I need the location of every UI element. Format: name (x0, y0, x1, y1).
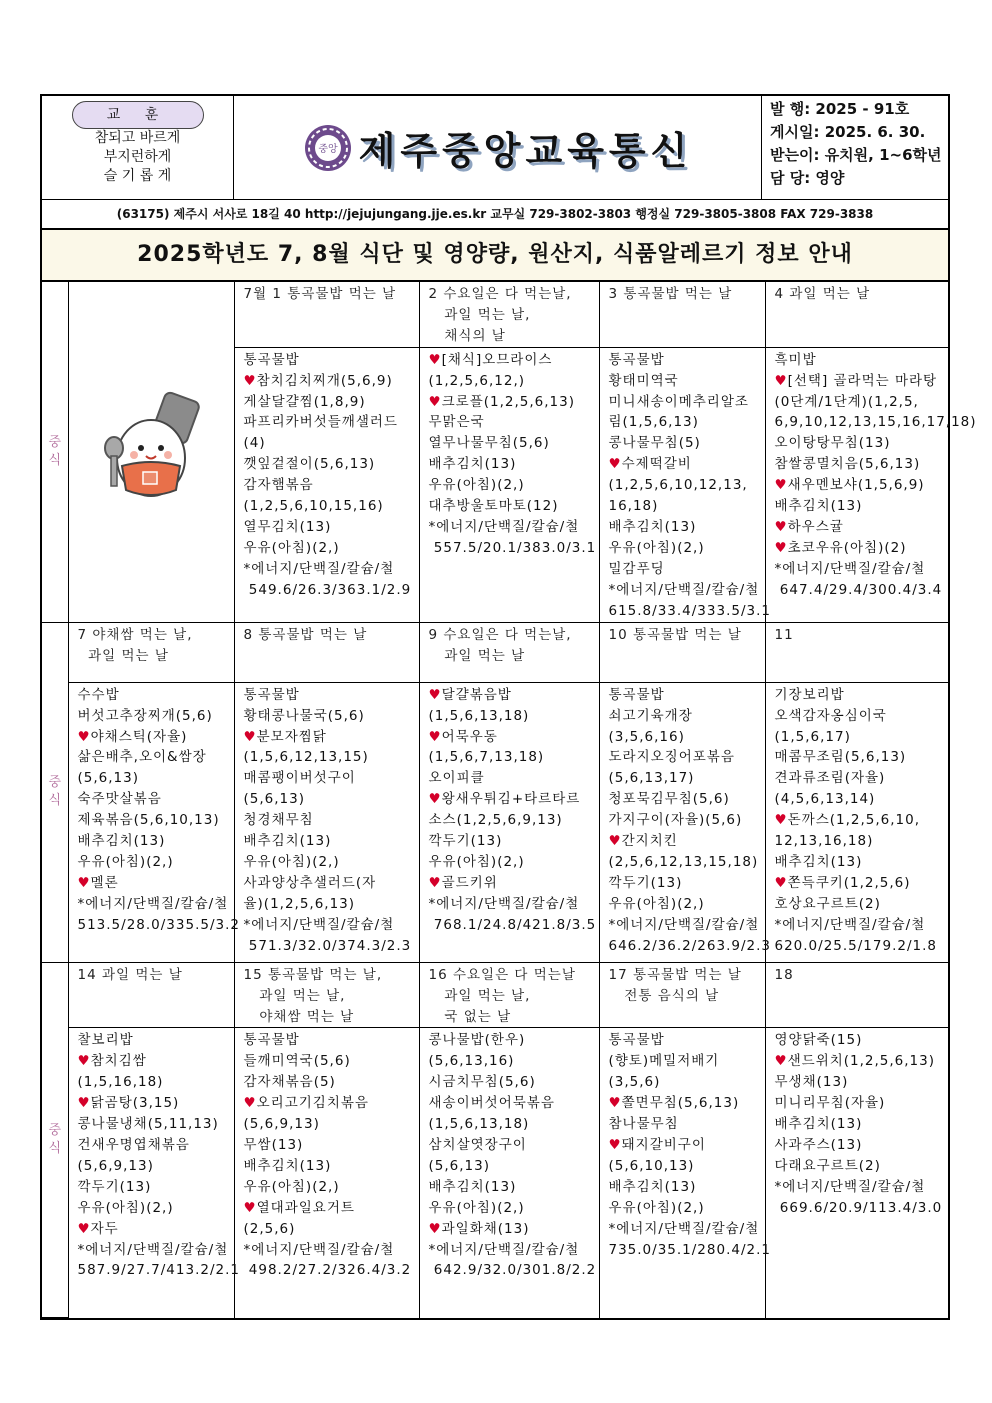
school-address: (63175) 제주시 서사로 18길 40 http://jejujungang.jje.es.kr 교무실 729-3802-3803 행정실 729-3805-3808 FAX 729-3838 (42, 200, 948, 230)
menu-items: 영양닭죽(15) ♥샌드위치(1,2,5,6,13) 무생채(13) 미니리무침(자율) 배추김치(13) 사과주스(13) 다래요구르트(2) *에너지/단백질/칼슘/철 669.6/20.9/113.4/3.0 (774, 1032, 943, 1216)
allergy-heart-icon: ♥ (428, 728, 442, 745)
menu-items: 수수밥 버섯고추장찌개(5,6) ♥야채스틱(자율) 삶은배추,오이&쌈장 (5,6,13) 숙주맛살볶음 제육볶음(5,6,10,13) 배추김치(13) 우유(아침)(2,) ♥멜론 *에너지/단백질/칼슘/철 513.5/28.0/335.5/3.2 (77, 686, 240, 933)
menu-items: 통곡물밥 쇠고기육개장 (3,5,6,16) 도라지오징어포볶음 (5,6,13,17) 청포묵김무침(5,6) 가지구이(자율)(5,6) ♥간지치킨 (2,5,6,12,13,15,18) 깍두기(13) 우유(아침)(2,) *에너지/단백질/칼슘/철 646.2/36.2/263.9/2.3 (608, 686, 771, 954)
banner-title: 2025학년도 7, 8월 식단 및 영양량, 원산지, 식품알레르기 정보 안내 (42, 230, 948, 282)
menu-cell (765, 347, 977, 622)
title-box (234, 96, 762, 199)
motto-box (42, 96, 234, 199)
menu-cell (599, 347, 771, 622)
menu-items: 기장보리밥 오색감자옹심이국 (1,5,6,17) 매콤무조림(5,6,13) 견과류조림(자율) (4,5,6,13,14) ♥돈까스(1,2,5,6,10, 12,13,16,18) 배추김치(13) ♥쫀득쿠키(1,2,5,6) 호상요구르트(2) *에너지/단백질/칼슘/철 620.0/25.5/179.2/1.8 (774, 686, 937, 954)
allergy-heart-icon: ♥ (774, 1053, 788, 1070)
allergy-heart-icon: ♥ (77, 874, 91, 891)
allergy-heart-icon: ♥ (608, 1136, 622, 1153)
menu-cell (419, 347, 599, 622)
header (42, 96, 948, 200)
allergy-heart-icon: ♥ (428, 1220, 442, 1237)
day-header: 10 통곡물밥 먹는 날 (599, 622, 765, 682)
allergy-heart-icon: ♥ (774, 874, 788, 891)
menu-items: 콩나물밥(한우) (5,6,13,16) 시금치무침(5,6) 새송이버섯어묵볶음 (1,5,6,13,18) 삼치살엿장구이 (5,6,13) 배추김치(13) 우유(아침)(2,) ♥과일화채(13) *에너지/단백질/칼슘/철 642.9/32.0/301.8/2.2 (428, 1032, 597, 1279)
day-header: 16 수요일은 다 먹는날 과일 먹는 날, 국 없는 날 (419, 962, 599, 1028)
allergy-heart-icon: ♥ (77, 1220, 91, 1237)
day-header: 2 수요일은 다 먹는날, 과일 먹는 날, 채식의 날 (419, 282, 599, 347)
menu-cell (599, 682, 771, 962)
allergy-heart-icon: ♥ (774, 539, 788, 556)
allergy-heart-icon: ♥ (243, 372, 257, 389)
day-header: 18 (765, 962, 948, 1028)
day-header: 4 과일 먹는 날 (765, 282, 948, 347)
allergy-heart-icon: ♥ (774, 812, 788, 829)
menu-cell (419, 1028, 599, 1318)
day-header: 7월 1 통곡물밥 먹는 날 (234, 282, 419, 347)
allergy-heart-icon: ♥ (243, 1199, 257, 1216)
allergy-heart-icon: ♥ (608, 833, 622, 850)
allergy-heart-icon: ♥ (774, 518, 788, 535)
allergy-heart-icon: ♥ (428, 686, 442, 703)
day-header: 8 통곡물밥 먹는 날 (234, 622, 419, 682)
motto-line: 부지런하게 (103, 149, 172, 165)
menu-items: 흑미밥 ♥[선택] 골라먹는 마라탕 (0단계/1단계)(1,2,5, 6,9,10,12,13,15,16,17,18) 오이탕탕무침(13) 참쌀콩멸치음(5,6,13) ♥새우멘보샤(1,5,6,9) 배추김치(13) ♥하우스귤 ♥초코우유(아침)(2) *에너지/단백질/칼슘/철 647.4/29.4/300.4/3.4 (774, 351, 977, 598)
menu-cell (419, 682, 599, 962)
menu-cell (68, 682, 240, 962)
meta-date: 게시일: 2025. 6. 30. (770, 123, 926, 141)
day-header: 3 통곡물밥 먹는 날 (599, 282, 765, 347)
allergy-heart-icon: ♥ (608, 456, 622, 473)
meta-issue: 발 행: 2025 - 91호 (770, 100, 910, 118)
menu-table (42, 282, 977, 1318)
meta-recipient: 받는이: 유치원, 1~6학년 (770, 146, 942, 164)
rice-mascot-icon (96, 388, 206, 508)
menu-cell (599, 1028, 771, 1318)
allergy-heart-icon: ♥ (608, 1095, 622, 1112)
day-header: 7 야채쌈 먹는 날, 과일 먹는 날 (68, 622, 234, 682)
school-logo-icon (303, 123, 353, 173)
motto-line: 참되고 바르게 (94, 130, 181, 146)
menu-cell (765, 682, 948, 962)
allergy-heart-icon: ♥ (243, 1095, 257, 1112)
newsletter-sheet (40, 94, 977, 1320)
allergy-heart-icon: ♥ (428, 393, 442, 410)
allergy-heart-icon: ♥ (428, 791, 442, 808)
allergy-heart-icon: ♥ (77, 728, 91, 745)
allergy-heart-icon: ♥ (774, 477, 788, 494)
allergy-heart-icon: ♥ (428, 874, 442, 891)
page-title: 제주중앙교육통신 (358, 129, 693, 173)
menu-items: ♥달걀볶음밥 (1,5,6,13,18) ♥어묵우동 (1,5,6,7,13,18) 오이피클 ♥왕새우튀김+타르타르 소스(1,2,5,6,9,13) 깍두기(13) 우유(아침)(2,) ♥골드키위 *에너지/단백질/칼슘/철 768.1/24.8/421.8/3.5 (428, 686, 597, 933)
meal-label: 중 식 (42, 622, 68, 962)
motto-line: 슬 기 롭 게 (103, 168, 172, 184)
menu-cell (234, 1028, 419, 1318)
menu-items: 통곡물밥 들깨미역국(5,6) 감자채볶음(5) ♥오리고기김치볶음 (5,6,9,13) 무쌈(13) 배추김치(13) 우유(아침)(2,) ♥열대과일요거트 (2,5,6) *에너지/단백질/칼슘/철 498.2/27.2/326.4/3.2 (243, 1032, 412, 1279)
allergy-heart-icon: ♥ (77, 1053, 91, 1070)
motto-tag: 교 훈 (72, 101, 204, 129)
meal-label: 중 식 (42, 962, 68, 1318)
day-header: 11 (765, 622, 948, 682)
day-header: 14 과일 먹는 날 (68, 962, 234, 1028)
day-header: 9 수요일은 다 먹는날, 과일 먹는 날 (419, 622, 599, 682)
logo-text: 중앙 (317, 143, 338, 155)
meal-label: 중 식 (42, 282, 68, 622)
menu-items: ♥[채식]오므라이스 (1,2,5,6,12,) ♥크로플(1,2,5,6,13) 무맑은국 열무나물무침(5,6) 배추김치(13) 우유(아침)(2,) 대추방울토마토(12) *에너지/단백질/칼슘/철 557.5/20.1/383.0/3.1 (428, 351, 597, 556)
allergy-heart-icon: ♥ (243, 728, 257, 745)
allergy-heart-icon: ♥ (77, 1095, 91, 1112)
allergy-heart-icon: ♥ (428, 351, 442, 368)
menu-cell (234, 347, 419, 622)
menu-items: 통곡물밥 황태미역국 미니새송이메추리알조 림(1,5,6,13) 콩나물무침(5) ♥수제떡갈비 (1,2,5,6,10,12,13, 16,18) 배추김치(13) 우유(아침)(2,) 밀감푸딩 *에너지/단백질/칼슘/철 615.8/33.4/333.5/3.1 (608, 351, 771, 619)
menu-cell (68, 1028, 240, 1318)
menu-cell (765, 1028, 948, 1318)
menu-items: 통곡물밥 (향토)메밀저배기 (3,5,6) ♥쫄면무침(5,6,13) 참나물무침 ♥돼지갈비구이 (5,6,10,13) 배추김치(13) 우유(아침)(2,) *에너지/단백질/칼슘/철 735.0/35.1/280.4/2.1 (608, 1032, 771, 1258)
menu-items: 통곡물밥 황태콩나물국(5,6) ♥분모자찜닭 (1,5,6,12,13,15) 매콤팽이버섯구이 (5,6,13) 청경채무침 배추김치(13) 우유(아침)(2,) 사과양상추샐러드(자 율)(1,2,5,6,13) *에너지/단백질/칼슘/철 571.3/32.0/374.3/2.3 (243, 686, 412, 954)
allergy-heart-icon: ♥ (774, 372, 788, 389)
day-header: 15 통곡물밥 먹는 날, 과일 먹는 날, 야채쌈 먹는 날 (234, 962, 419, 1028)
menu-items: 찰보리밥 ♥참치김쌈 (1,5,16,18) ♥닭곰탕(3,15) 콩나물냉채(5,11,13) 건새우명엽채볶음 (5,6,9,13) 깍두기(13) 우유(아침)(2,) ♥자두 *에너지/단백질/칼슘/철 587.9/27.7/413.2/2.1 (77, 1032, 240, 1279)
menu-items: 통곡물밥 ♥참치김치찌개(5,6,9) 게살달걀찜(1,8,9) 파프리카버섯들깨샐러드 (4) 깻잎겉절이(5,6,13) 감자햄볶음 (1,2,5,6,10,15,16) 열무김치(13) 우유(아침)(2,) *에너지/단백질/칼슘/철 549.6/26.3/363.1/2.9 (243, 351, 412, 598)
menu-cell (234, 682, 419, 962)
day-header: 17 통곡물밥 먹는 날 전통 음식의 날 (599, 962, 765, 1028)
publication-meta (762, 96, 948, 199)
meta-owner: 담 당: 영양 (770, 169, 845, 187)
mascot-cell (68, 282, 234, 622)
